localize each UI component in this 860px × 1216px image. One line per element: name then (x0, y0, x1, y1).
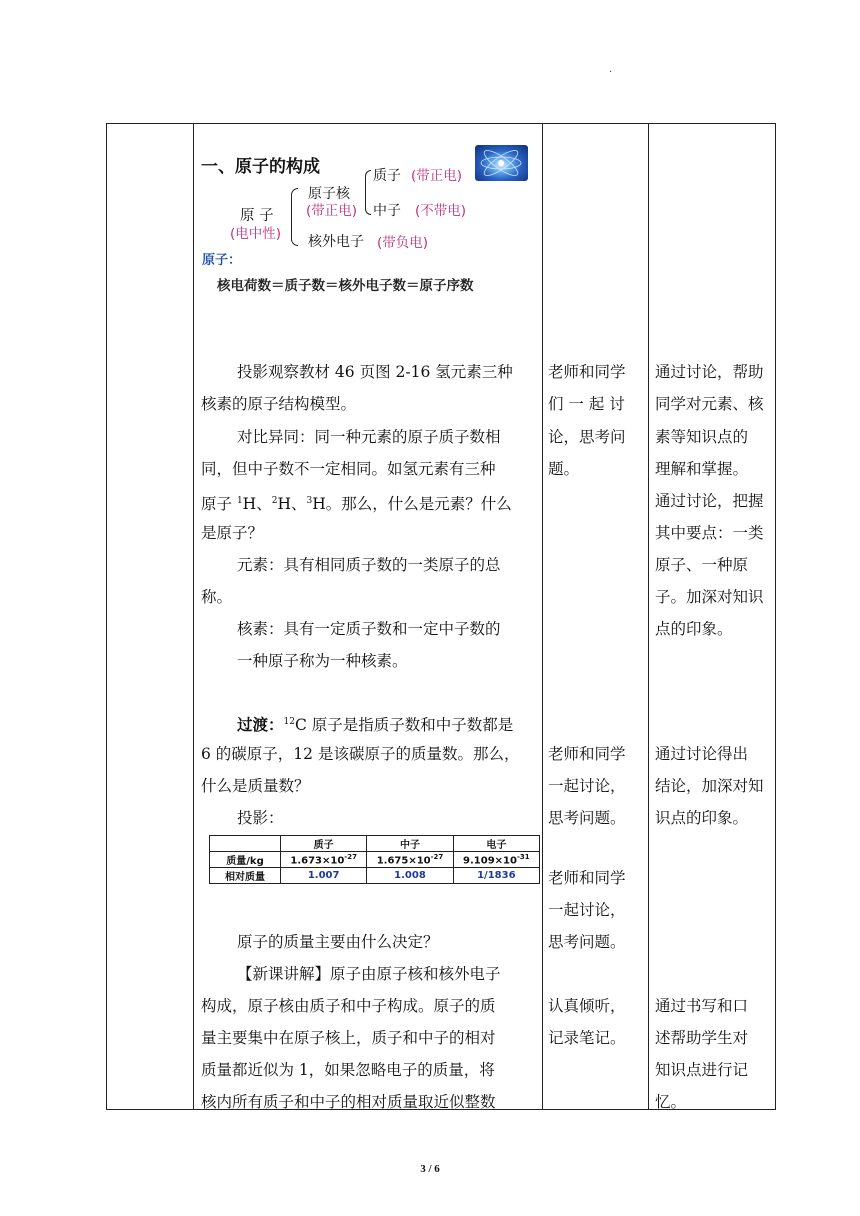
text: C 原子是指质子数和中子数都是 (294, 716, 514, 735)
intent-line: 知识点进行记 (655, 1061, 749, 1079)
mass-exponent: -27 (430, 852, 444, 861)
intent-line: 述帮助学生对 (655, 1029, 749, 1047)
paragraph-line: 构成，原子核由质子和中子构成。原子的质 (201, 997, 496, 1015)
neutron-note: (不带电) (415, 203, 467, 219)
page-number: 3 / 6 (420, 1163, 440, 1175)
figure-heading: 一、原子的构成 (201, 157, 320, 177)
paragraph-line: 对比异同：同一种元素的原子质子数相 (237, 428, 501, 446)
mass-exponent: -31 (516, 852, 530, 861)
intent-line: 结论，加深对知 (655, 777, 764, 795)
intent-line: 点的印象。 (655, 620, 733, 638)
column-divider (193, 124, 194, 1109)
row-label: 相对质量 (210, 868, 281, 884)
atom-label: 原 子 (240, 208, 274, 224)
corner-mark: . (609, 64, 613, 75)
electron-label: 核外电子 (308, 234, 364, 250)
isotope-mass: 3 (306, 496, 313, 506)
isotope-mass: 1 (236, 496, 243, 506)
text: 、 (256, 495, 272, 514)
activity-line: 一起讨论， (548, 777, 626, 795)
paragraph-line: 称。 (201, 588, 233, 606)
activity-line: 老师和同学 (548, 363, 626, 381)
electron-note: (带负电) (377, 235, 429, 251)
paragraph-line (237, 706, 513, 741)
mass-value: 1.675×10 (376, 855, 431, 867)
paragraph-line: 核素：具有一定质子数和一定中子数的 (237, 620, 501, 638)
paragraph-line: 原子的质量主要由什么决定？ (237, 933, 439, 951)
nucleus-note: (带正电) (306, 203, 358, 219)
activity-line: 们 一 起 讨 (548, 395, 625, 413)
activity-line: 老师和同学 (548, 869, 626, 887)
intent-line: 子。加深对知识 (655, 588, 764, 606)
activity-line: 认真倾听， (548, 997, 626, 1015)
isotope-mass: 2 (271, 496, 278, 506)
paragraph-line: 投影观察教材 46 页图 2-16 氢元素三种 (237, 363, 513, 381)
intent-line: 忆。 (655, 1093, 687, 1111)
table-header (210, 836, 281, 852)
paragraph-line: 核素的原子结构模型。 (201, 395, 357, 413)
paragraph-line: 一种原子称为一种核素。 (237, 652, 408, 670)
paragraph-line: 质量都近似为 1，如果忽略电子的质量，将 (201, 1061, 495, 1079)
table-header: 质子 (281, 836, 367, 852)
paragraph-line: 【新课讲解】原子由原子核和核外电子 (237, 965, 501, 983)
intent-line: 通过讨论，帮助 (655, 363, 764, 381)
intent-line: 理解和掌握。 (655, 460, 749, 478)
mass-value: 1.673×10 (290, 855, 345, 867)
table-header: 电子 (453, 836, 539, 852)
mass-superscript: 12 (283, 717, 295, 727)
row-label: 质量/kg (210, 852, 281, 868)
element-symbol: H (242, 495, 257, 514)
intent-line: 通过讨论，把握 (655, 492, 764, 510)
text: 、 (290, 495, 307, 514)
atom-image (475, 145, 528, 181)
proton-note: (带正电) (411, 168, 463, 184)
text: 原子 (201, 495, 237, 514)
intent-line: 原子、一种原 (655, 556, 749, 574)
table-cell (453, 852, 539, 868)
paragraph-line: 核内所有质子和中子的相对质量取近似整数 (201, 1093, 496, 1111)
intent-line: 同学对元素、核 (655, 395, 764, 413)
table-cell: 1.007 (281, 868, 367, 884)
element-symbol: H (312, 495, 326, 514)
intent-line: 通过书写和口 (655, 997, 749, 1015)
table-header: 中子 (367, 836, 453, 852)
column-divider (542, 124, 543, 1109)
paragraph-line: 6 的碳原子，12 是该碳原子的质量数。那么， (201, 745, 520, 763)
bold-label: 过渡： (237, 715, 284, 735)
activity-line: 记录笔记。 (548, 1029, 626, 1047)
intent-line: 素等知识点的 (655, 428, 749, 446)
intent-line: 通过讨论得出 (655, 745, 749, 763)
table-cell: 1/1836 (453, 868, 539, 884)
activity-line: 题。 (548, 460, 580, 478)
table-cell (281, 852, 367, 868)
element-symbol: H (277, 495, 291, 514)
table-row (210, 852, 540, 868)
column-divider (648, 124, 649, 1109)
paragraph-line-isotopes (201, 485, 512, 520)
proton-label: 质子 (373, 168, 401, 184)
activity-line: 思考问题。 (548, 809, 626, 827)
activity-line: 老师和同学 (548, 745, 626, 763)
table-cell (367, 852, 453, 868)
atom-definition-label: 原子： (202, 253, 242, 268)
atom-brace (291, 188, 298, 246)
activity-line: 思考问题。 (548, 933, 626, 951)
paragraph-line: 投影： (237, 809, 284, 827)
mass-value: 9.109×10 (463, 855, 517, 867)
text: 。那么，什么是元素？什么 (325, 495, 512, 514)
neutron-label: 中子 (373, 203, 401, 219)
paragraph-line: 什么是质量数？ (201, 777, 310, 795)
paragraph-line: 是原子？ (201, 524, 264, 542)
nucleus-label: 原子核 (308, 186, 350, 202)
activity-line: 一起讨论， (548, 901, 626, 919)
intent-line: 识点的印象。 (655, 809, 749, 827)
activity-line: 论，思考问 (548, 428, 626, 446)
intent-line: 其中要点：一类 (655, 524, 764, 542)
paragraph-line: 量主要集中在原子核上，质子和中子的相对 (201, 1029, 496, 1047)
atom-orbit-icon (475, 145, 528, 181)
table-cell: 1.008 (367, 868, 453, 884)
paragraph-line: 元素：具有相同质子数的一类原子的总 (237, 556, 501, 574)
atom-note: (电中性) (230, 226, 282, 242)
table-row (210, 868, 540, 884)
mass-exponent: -27 (344, 852, 357, 861)
particle-mass-table (209, 835, 540, 884)
nucleus-brace (365, 170, 371, 215)
charge-equation: 核电荷数＝质子数＝核外电子数＝原子序数 (217, 278, 474, 294)
paragraph-line: 同，但中子数不一定相同。如氢元素有三种 (201, 460, 496, 478)
table-header-row (210, 836, 540, 852)
